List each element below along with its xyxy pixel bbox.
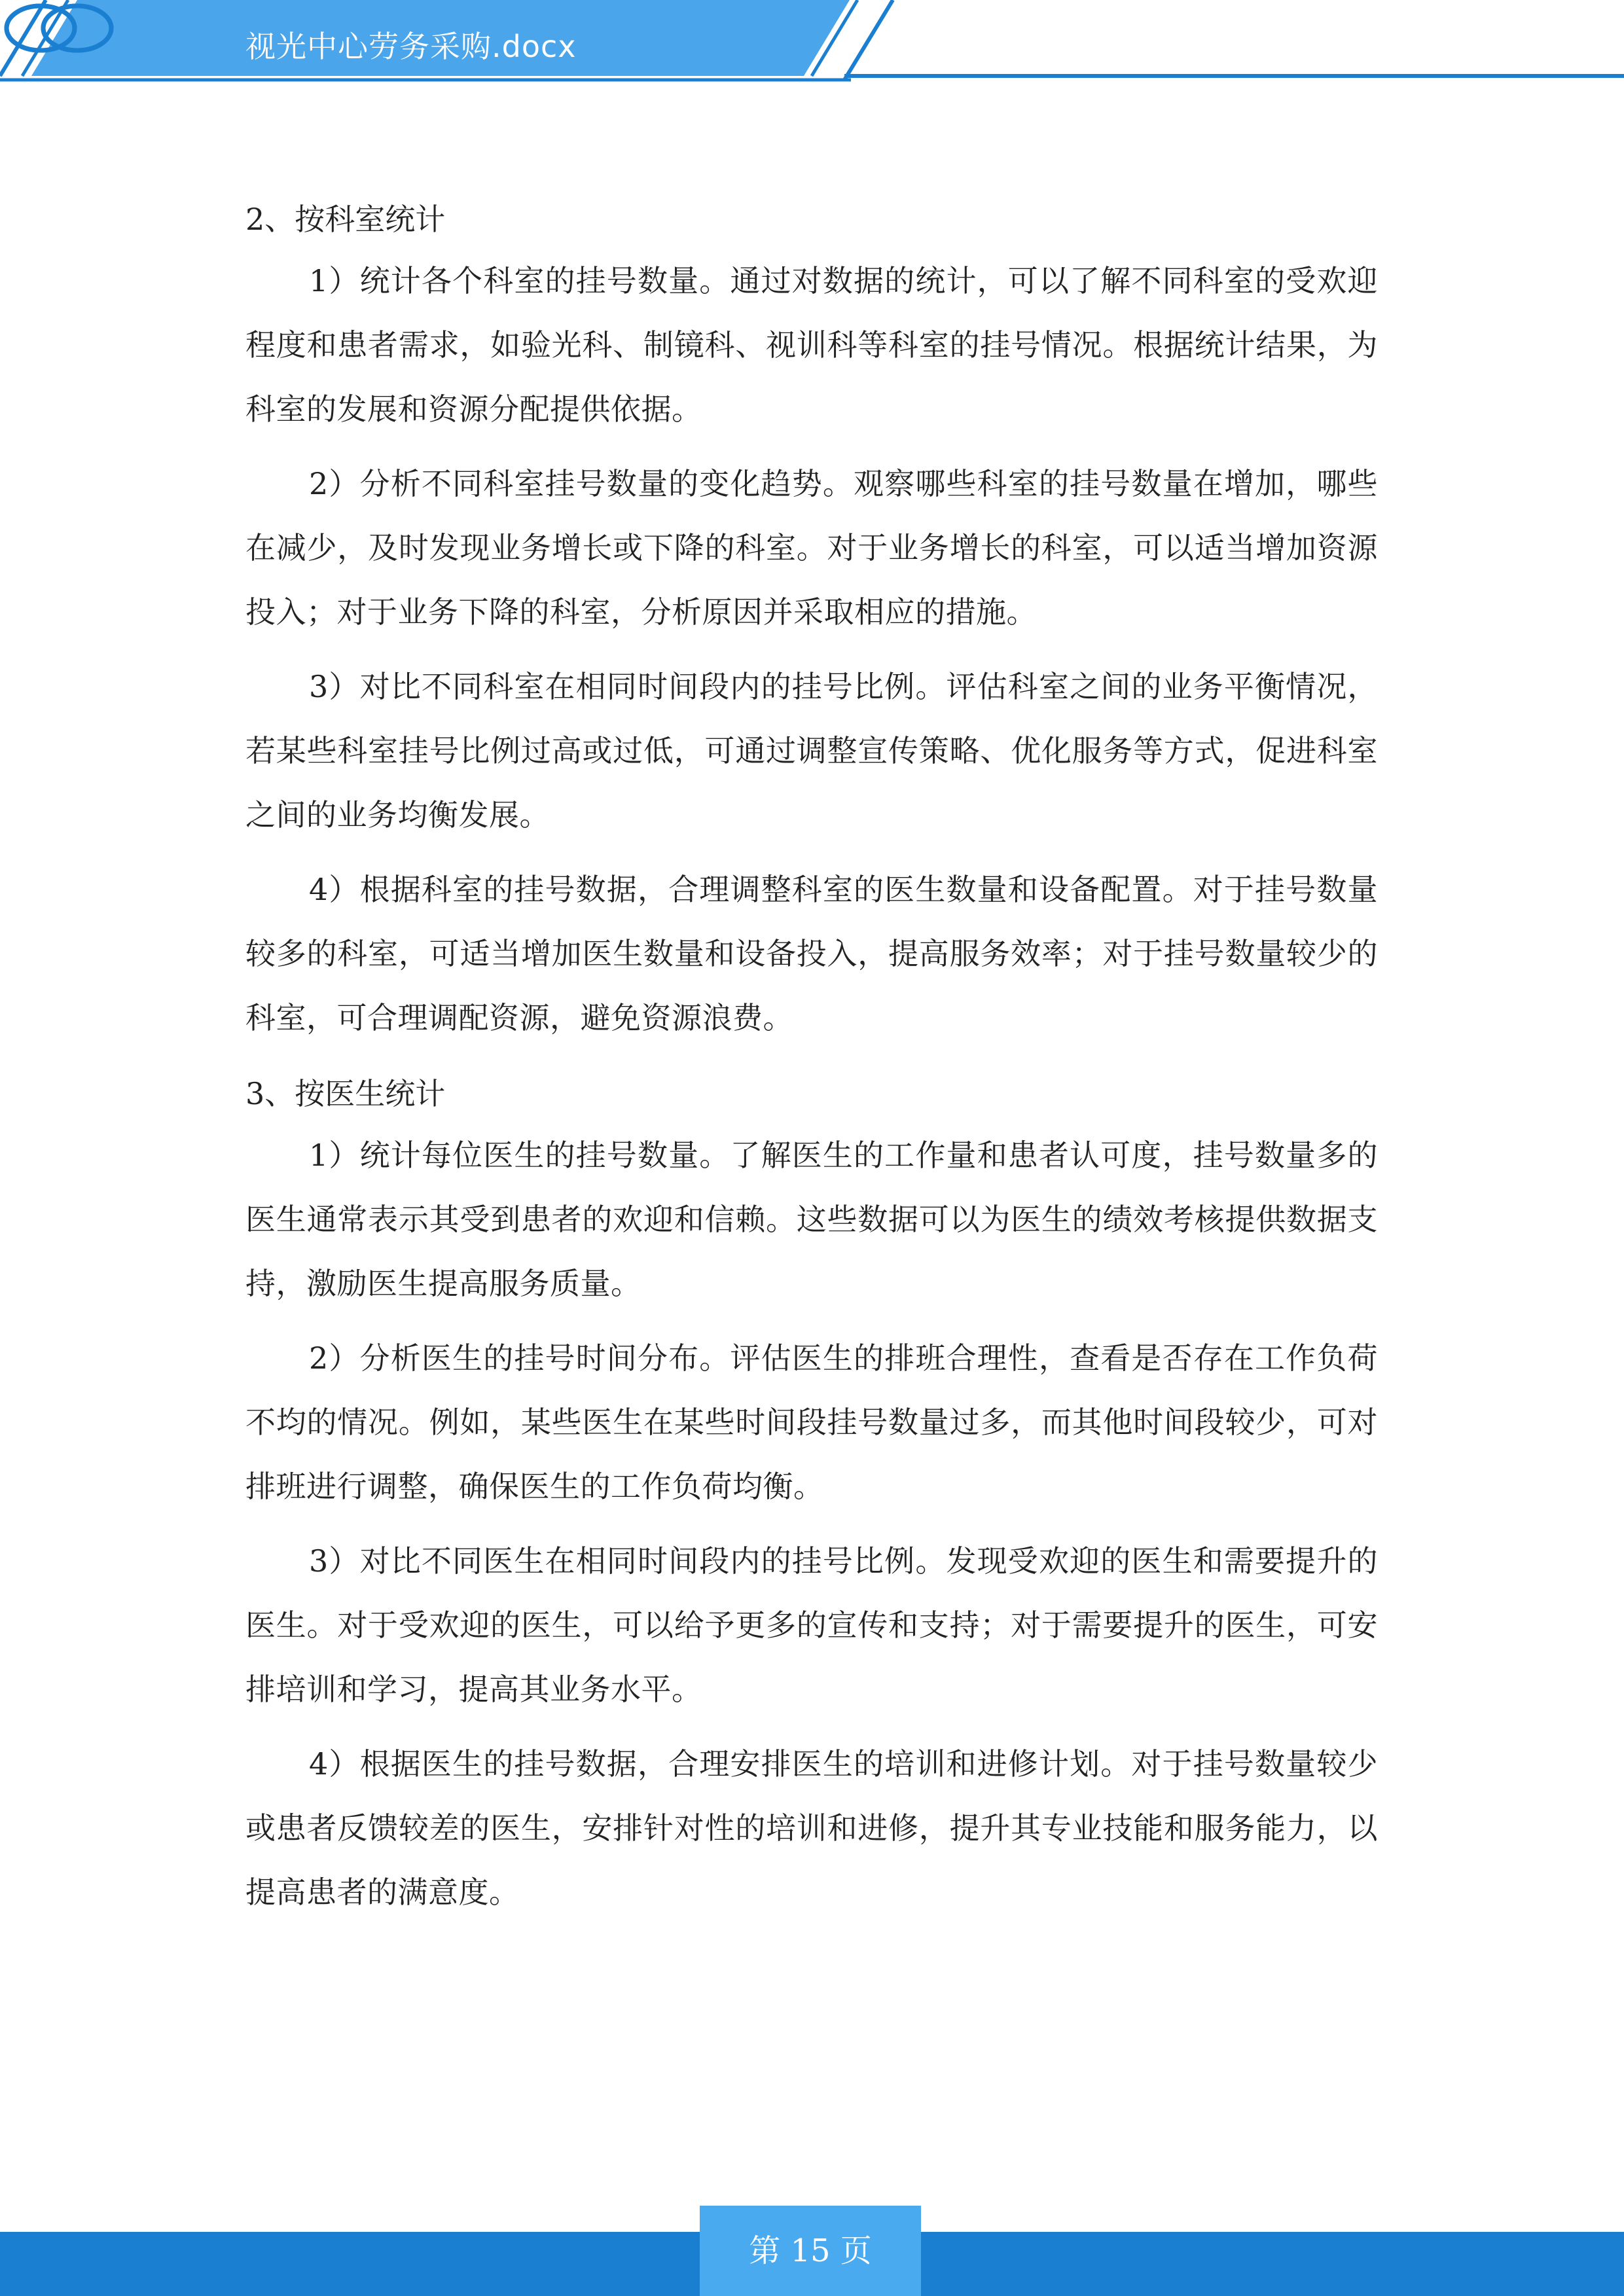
page-number: 第 15 页 [700, 2206, 921, 2296]
paragraph: 2）分析医生的挂号时间分布。评估医生的排班合理性，查看是否存在工作负荷不均的情况。例如，某些医生在某些时间段挂号数量过多，而其他时间段较少，可对排班进行调整，确保医生的工作负荷均衡。 [245, 1340, 1378, 1504]
document-title: 视光中心劳务采购.docx [245, 29, 577, 64]
document-body [245, 190, 1378, 1935]
rings-logo-icon [0, 0, 118, 56]
paragraph: 1）统计每位医生的挂号数量。了解医生的工作量和患者认可度，挂号数量多的医生通常表示其受到患者的欢迎和信赖。这些数据可以为医生的绩效考核提供数据支持，激励医生提高服务质量。 [245, 1138, 1378, 1301]
paragraph: 3）对比不同医生在相同时间段内的挂号比例。发现受欢迎的医生和需要提升的医生。对于受欢迎的医生，可以给予更多的宣传和支持；对于需要提升的医生，可安排培训和学习，提高其业务水平。 [245, 1543, 1378, 1707]
paragraph: 4）根据科室的挂号数据，合理调整科室的医生数量和设备配置。对于挂号数量较多的科室，可适当增加医生数量和设备投入，提高服务效率；对于挂号数量较少的科室，可合理调配资源，避免资源浪费。 [245, 872, 1378, 1035]
paragraph: 2）分析不同科室挂号数量的变化趋势。观察哪些科室的挂号数量在增加，哪些在减少，及时发现业务增长或下降的科室。对于业务增长的科室，可以适当增加资源投入；对于业务下降的科室，分析原因并采取相应的措施。 [245, 466, 1378, 630]
section-heading: 2、按科室统计 [245, 202, 446, 237]
paragraph: 4）根据医生的挂号数据，合理安排医生的培训和进修计划。对于挂号数量较少或患者反馈较差的医生，安排针对性的培训和进修，提升其专业技能和服务能力，以提高患者的满意度。 [245, 1746, 1378, 1910]
section-heading: 3、按医生统计 [245, 1076, 446, 1111]
paragraph: 1）统计各个科室的挂号数量。通过对数据的统计，可以了解不同科室的受欢迎程度和患者需求，如验光科、制镜科、视训科等科室的挂号情况。根据统计结果，为科室的发展和资源分配提供依据。 [245, 263, 1378, 427]
page-header [0, 0, 1624, 85]
paragraph: 3）对比不同科室在相同时间段内的挂号比例。评估科室之间的业务平衡情况，若某些科室挂号比例过高或过低，可通过调整宣传策略、优化服务等方式，促进科室之间的业务均衡发展。 [245, 669, 1378, 833]
header-decoration [0, 0, 1624, 85]
